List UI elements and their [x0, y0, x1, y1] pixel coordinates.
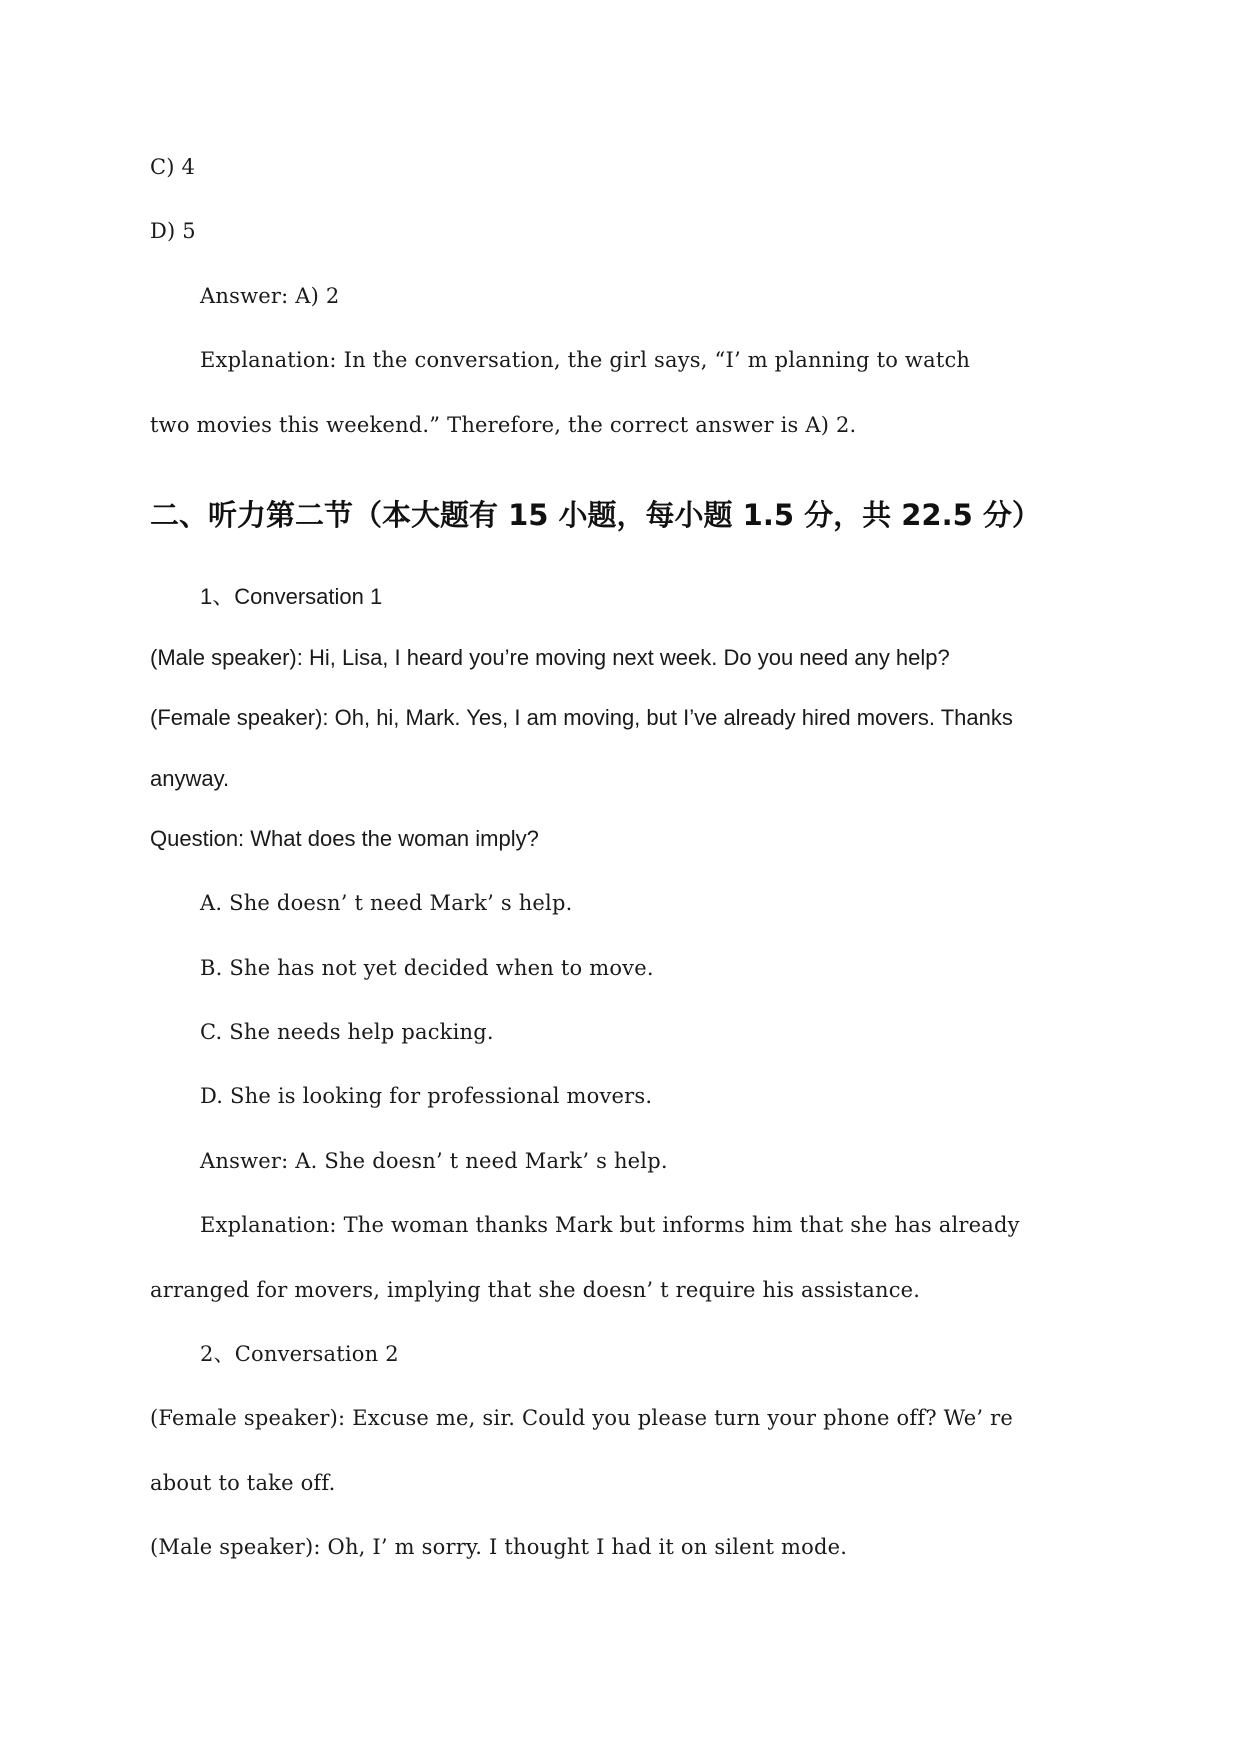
conversation1-option-d: D. She is looking for professional movers. — [200, 1084, 653, 1108]
conversation1-option-a: A. She doesn’ t need Mark’ s help. — [200, 891, 573, 915]
conversation1-explanation-line2: arranged for movers, implying that she doesn’ t require his assistance. — [150, 1278, 921, 1302]
conversation1-title: 1、Conversation 1 — [200, 584, 383, 609]
conversation1-female-line1: (Female speaker): Oh, hi, Mark. Yes, I am moving, but I’ve already hired movers. Thanks — [150, 705, 1013, 730]
conversation2-title: 2、Conversation 2 — [200, 1342, 399, 1366]
conversation1-explanation-line1: Explanation: The woman thanks Mark but informs him that she has already — [200, 1213, 1020, 1237]
prev-explanation-line2: two movies this weekend.” Therefore, the correct answer is A) 2. — [150, 413, 857, 437]
conversation1-option-c: C. She needs help packing. — [200, 1020, 494, 1044]
prev-answer: Answer: A) 2 — [200, 284, 340, 308]
conversation1-male-line: (Male speaker): Hi, Lisa, I heard you’re moving next week. Do you need any help? — [150, 645, 950, 670]
prev-explanation-line1: Explanation: In the conversation, the girl says, “I’ m planning to watch — [200, 348, 971, 372]
conversation1-question: Question: What does the woman imply? — [150, 826, 539, 851]
section-heading: 二、听力第二节（本大题有 15 小题，每小题 1.5 分，共 22.5 分） — [150, 498, 1041, 532]
conversation2-male-line: (Male speaker): Oh, I’ m sorry. I thought I had it on silent mode. — [150, 1535, 848, 1559]
conversation2-female-line2: about to take off. — [150, 1471, 336, 1495]
conversation1-option-b: B. She has not yet decided when to move. — [200, 956, 654, 980]
conversation1-answer: Answer: A. She doesn’ t need Mark’ s help. — [200, 1149, 668, 1173]
prev-option-d: D) 5 — [150, 219, 196, 243]
prev-option-c: C) 4 — [150, 155, 196, 179]
conversation1-female-line2: anyway. — [150, 766, 230, 791]
conversation2-female-line1: (Female speaker): Excuse me, sir. Could you please turn your phone off? We’ re — [150, 1406, 1013, 1430]
